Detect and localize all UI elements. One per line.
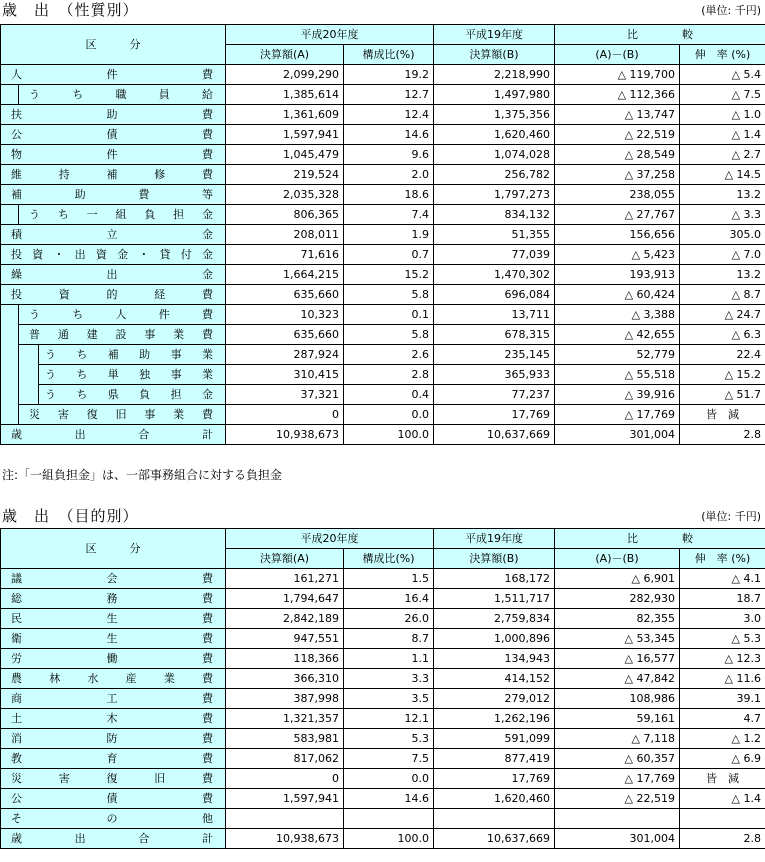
- value-diff: △ 42,655: [555, 325, 680, 345]
- row-label-text: う ち 補 助 事 業: [45, 348, 213, 361]
- value-a: 208,011: [226, 225, 344, 245]
- footnote: 注:「一組負担金」は、一部事務組合に対する負担金: [2, 468, 283, 482]
- value-growth: 2.8: [680, 829, 765, 849]
- value-growth: △ 3.3: [680, 205, 765, 225]
- value-growth: △ 8.7: [680, 285, 765, 305]
- table-row: [1, 729, 765, 749]
- row-label-text: 補 助 費 等: [11, 188, 214, 201]
- value-a: 1,321,357: [226, 709, 344, 729]
- value-diff: 282,930: [555, 589, 680, 609]
- value-diff: 59,161: [555, 709, 680, 729]
- indent-cell: [1, 85, 19, 105]
- value-b: 1,620,460: [434, 789, 555, 809]
- value-ratio: 2.8: [344, 365, 434, 385]
- row-label: [1, 165, 226, 185]
- row-label: [1, 629, 226, 649]
- value-growth: [680, 809, 765, 829]
- value-growth: 2.8: [680, 425, 765, 445]
- row-label: [1, 649, 226, 669]
- table-row: [1, 669, 765, 689]
- table-row: [1, 709, 765, 729]
- value-diff: △ 3,388: [555, 305, 680, 325]
- indent-cell: [1, 305, 19, 425]
- table-row: [1, 609, 765, 629]
- value-b: 1,797,273: [434, 185, 555, 205]
- value-a: 0: [226, 405, 344, 425]
- value-diff: △ 28,549: [555, 145, 680, 165]
- value-growth: △ 1.0: [680, 105, 765, 125]
- value-growth: △ 51.7: [680, 385, 765, 405]
- value-diff: 156,656: [555, 225, 680, 245]
- value-diff: △ 13,747: [555, 105, 680, 125]
- table-row: [1, 689, 765, 709]
- table-row: [1, 85, 765, 105]
- table-row: [1, 829, 765, 849]
- value-diff: 301,004: [555, 829, 680, 849]
- value-ratio: 0.0: [344, 405, 434, 425]
- value-b: 13,711: [434, 305, 555, 325]
- value-a: 10,323: [226, 305, 344, 325]
- value-diff: △ 16,577: [555, 649, 680, 669]
- table-row: [1, 165, 765, 185]
- value-ratio: 1.5: [344, 569, 434, 589]
- value-diff: △ 22,519: [555, 789, 680, 809]
- value-b: 1,470,302: [434, 265, 555, 285]
- value-a: 1,597,941: [226, 125, 344, 145]
- value-a: 1,597,941: [226, 789, 344, 809]
- value-a: 1,664,215: [226, 265, 344, 285]
- row-label-text: 物 件 費: [11, 148, 213, 161]
- table-row: [1, 809, 765, 829]
- row-label-text: 災 害 復 旧 事 業 費: [29, 408, 213, 421]
- row-label-text: そ の 他: [11, 812, 213, 825]
- header-col-a: 決算額(A): [226, 549, 344, 569]
- row-label-text: 土 木 費: [11, 712, 213, 725]
- value-growth: 39.1: [680, 689, 765, 709]
- table-row: [1, 205, 765, 225]
- value-b: 1,000,896: [434, 629, 555, 649]
- value-b: 1,620,460: [434, 125, 555, 145]
- header-col-a: 決算額(A): [226, 45, 344, 65]
- row-label: [1, 729, 226, 749]
- value-growth: △ 6.3: [680, 325, 765, 345]
- value-a: 635,660: [226, 285, 344, 305]
- table-row: [1, 225, 765, 245]
- value-growth: 13.2: [680, 265, 765, 285]
- value-diff: 301,004: [555, 425, 680, 445]
- value-growth: △ 14.5: [680, 165, 765, 185]
- value-ratio: 100.0: [344, 425, 434, 445]
- header-col-b: 決算額(B): [434, 549, 555, 569]
- value-diff: △ 112,366: [555, 85, 680, 105]
- value-b: 168,172: [434, 569, 555, 589]
- value-b: 591,099: [434, 729, 555, 749]
- table-row: [1, 405, 765, 425]
- table-row: [1, 125, 765, 145]
- value-a: 0: [226, 769, 344, 789]
- value-ratio: 14.6: [344, 125, 434, 145]
- value-b: 10,637,669: [434, 829, 555, 849]
- value-ratio: 0.4: [344, 385, 434, 405]
- row-label-text: う ち 一 組 負 担 金: [29, 208, 213, 221]
- value-growth: 4.7: [680, 709, 765, 729]
- row-label: [1, 769, 226, 789]
- value-diff: △ 55,518: [555, 365, 680, 385]
- header-h19: 平成19年度: [434, 529, 555, 549]
- row-label-text: 扶 助 費: [11, 108, 213, 121]
- value-a: 1,361,609: [226, 105, 344, 125]
- value-ratio: 12.4: [344, 105, 434, 125]
- header-col-growth: 伸 率 (%): [680, 549, 765, 569]
- row-label-text: 歳 出 合 計: [11, 428, 214, 441]
- value-growth: △ 11.6: [680, 669, 765, 689]
- value-ratio: 5.8: [344, 285, 434, 305]
- value-growth: △ 1.4: [680, 125, 765, 145]
- section2-title: 歳 出 （目的別）: [2, 507, 139, 525]
- value-growth: 22.4: [680, 345, 765, 365]
- value-diff: △ 17,769: [555, 769, 680, 789]
- value-diff: 193,913: [555, 265, 680, 285]
- section1-unit: (単位: 千円): [701, 4, 761, 17]
- header-h20: 平成20年度: [226, 529, 434, 549]
- value-b: 1,262,196: [434, 709, 555, 729]
- row-label: [19, 205, 226, 225]
- row-label-text: 公 債 費: [11, 792, 213, 805]
- indent-cell: [19, 345, 39, 405]
- value-ratio: 3.5: [344, 689, 434, 709]
- row-label: [1, 105, 226, 125]
- section2-unit: (単位: 千円): [701, 510, 761, 523]
- row-label: [1, 829, 226, 849]
- value-b: 1,497,980: [434, 85, 555, 105]
- row-label-text: 人 件 費: [11, 68, 213, 81]
- row-label-text: 災 害 復 旧 費: [11, 772, 213, 785]
- value-b: 51,355: [434, 225, 555, 245]
- value-b: 2,759,834: [434, 609, 555, 629]
- value-diff: △ 5,423: [555, 245, 680, 265]
- value-growth: △ 6.9: [680, 749, 765, 769]
- value-ratio: 7.4: [344, 205, 434, 225]
- value-diff: △ 60,424: [555, 285, 680, 305]
- row-label: [39, 365, 226, 385]
- value-diff: 108,986: [555, 689, 680, 709]
- value-b: 678,315: [434, 325, 555, 345]
- row-label: [1, 145, 226, 165]
- value-ratio: [344, 809, 434, 829]
- value-diff: △ 53,345: [555, 629, 680, 649]
- value-ratio: 12.1: [344, 709, 434, 729]
- value-a: 366,310: [226, 669, 344, 689]
- value-ratio: 0.7: [344, 245, 434, 265]
- table-row: [1, 789, 765, 809]
- value-ratio: 1.1: [344, 649, 434, 669]
- row-label-text: 議 会 費: [11, 572, 213, 585]
- value-b: 134,943: [434, 649, 555, 669]
- row-label-text: 民 生 費: [11, 612, 213, 625]
- value-ratio: 2.6: [344, 345, 434, 365]
- row-label-text: う ち 人 件 費: [29, 308, 213, 321]
- value-a: 10,938,673: [226, 829, 344, 849]
- value-b: 414,152: [434, 669, 555, 689]
- table-row: [1, 325, 765, 345]
- row-label: [19, 85, 226, 105]
- value-a: 387,998: [226, 689, 344, 709]
- value-a: 2,842,189: [226, 609, 344, 629]
- row-label: [1, 689, 226, 709]
- value-diff: [555, 809, 680, 829]
- header-col-ratio: 構成比(%): [344, 549, 434, 569]
- indent-cell: [1, 205, 19, 225]
- value-ratio: 12.7: [344, 85, 434, 105]
- row-label-text: 教 育 費: [11, 752, 213, 765]
- row-label-text: 労 働 費: [11, 652, 213, 665]
- value-a: 219,524: [226, 165, 344, 185]
- value-a: 635,660: [226, 325, 344, 345]
- header-category: 区 分: [1, 529, 226, 569]
- table-row: [1, 569, 765, 589]
- table-row: [1, 245, 765, 265]
- row-label-text: 商 工 費: [11, 692, 213, 705]
- value-a: 1,045,479: [226, 145, 344, 165]
- section2-header: [0, 506, 765, 528]
- value-a: 310,415: [226, 365, 344, 385]
- value-a: 583,981: [226, 729, 344, 749]
- table-row: [1, 629, 765, 649]
- value-b: [434, 809, 555, 829]
- value-growth: △ 2.7: [680, 145, 765, 165]
- value-a: 71,616: [226, 245, 344, 265]
- value-a: 817,062: [226, 749, 344, 769]
- table-row: [1, 425, 765, 445]
- value-ratio: 18.6: [344, 185, 434, 205]
- value-diff: 238,055: [555, 185, 680, 205]
- row-label: [1, 749, 226, 769]
- value-diff: △ 6,901: [555, 569, 680, 589]
- value-a: 37,321: [226, 385, 344, 405]
- row-label-text: 衛 生 費: [11, 632, 213, 645]
- header-h19: 平成19年度: [434, 25, 555, 45]
- row-label: [1, 789, 226, 809]
- value-a: 947,551: [226, 629, 344, 649]
- value-diff: △ 60,357: [555, 749, 680, 769]
- row-label: [39, 385, 226, 405]
- table-row: [1, 365, 765, 385]
- row-label: [1, 245, 226, 265]
- value-ratio: 2.0: [344, 165, 434, 185]
- value-diff: △ 37,258: [555, 165, 680, 185]
- value-a: 287,924: [226, 345, 344, 365]
- value-b: 877,419: [434, 749, 555, 769]
- table-row: [1, 145, 765, 165]
- row-label: [1, 125, 226, 145]
- value-diff: 52,779: [555, 345, 680, 365]
- value-ratio: 15.2: [344, 265, 434, 285]
- header-col-ratio: 構成比(%): [344, 45, 434, 65]
- value-diff: 82,355: [555, 609, 680, 629]
- value-diff: △ 22,519: [555, 125, 680, 145]
- value-a: 1,794,647: [226, 589, 344, 609]
- value-ratio: 14.6: [344, 789, 434, 809]
- row-label: [1, 265, 226, 285]
- value-ratio: 100.0: [344, 829, 434, 849]
- row-label: [1, 425, 226, 445]
- value-b: 256,782: [434, 165, 555, 185]
- row-label-text: 繰 出 金: [11, 268, 213, 281]
- value-growth: 3.0: [680, 609, 765, 629]
- value-ratio: 5.3: [344, 729, 434, 749]
- value-b: 77,039: [434, 245, 555, 265]
- value-b: 279,012: [434, 689, 555, 709]
- header-h20: 平成20年度: [226, 25, 434, 45]
- table-by-purpose: [0, 528, 765, 849]
- table-row: [1, 589, 765, 609]
- table-row: [1, 345, 765, 365]
- value-ratio: 9.6: [344, 145, 434, 165]
- row-label-text: う ち 単 独 事 業: [45, 368, 213, 381]
- value-growth: △ 1.4: [680, 789, 765, 809]
- table-row: [1, 265, 765, 285]
- row-label: [1, 285, 226, 305]
- value-a: 2,035,328: [226, 185, 344, 205]
- value-growth: 13.2: [680, 185, 765, 205]
- value-a: 161,271: [226, 569, 344, 589]
- row-label-text: 総 務 費: [11, 592, 213, 605]
- section1-title: 歳 出 （性質別）: [2, 1, 139, 19]
- value-ratio: 7.5: [344, 749, 434, 769]
- value-a: 806,365: [226, 205, 344, 225]
- table-row: [1, 305, 765, 325]
- value-growth: 皆 減: [680, 405, 765, 425]
- value-b: 235,145: [434, 345, 555, 365]
- row-label-text: 歳 出 合 計: [11, 832, 213, 845]
- value-growth: △ 24.7: [680, 305, 765, 325]
- row-label-text: 公 債 費: [11, 128, 213, 141]
- table-row: [1, 185, 765, 205]
- value-ratio: 0.1: [344, 305, 434, 325]
- row-label-text: 投 資 的 経 費: [11, 288, 213, 301]
- value-ratio: 8.7: [344, 629, 434, 649]
- value-b: 834,132: [434, 205, 555, 225]
- value-b: 17,769: [434, 769, 555, 789]
- value-ratio: 3.3: [344, 669, 434, 689]
- value-growth: △ 7.0: [680, 245, 765, 265]
- header-col-b: 決算額(B): [434, 45, 555, 65]
- value-diff: △ 7,118: [555, 729, 680, 749]
- value-b: 1,375,356: [434, 105, 555, 125]
- row-label: [1, 185, 226, 205]
- value-diff: △ 39,916: [555, 385, 680, 405]
- value-a: 2,099,290: [226, 65, 344, 85]
- row-label: [19, 325, 226, 345]
- table-by-nature: [0, 24, 765, 445]
- value-growth: △ 5.4: [680, 65, 765, 85]
- section1-header: [0, 0, 765, 22]
- row-label: [1, 569, 226, 589]
- value-a: 10,938,673: [226, 425, 344, 445]
- value-growth: △ 1.2: [680, 729, 765, 749]
- value-b: 10,637,669: [434, 425, 555, 445]
- row-label: [19, 405, 226, 425]
- value-diff: △ 119,700: [555, 65, 680, 85]
- table-row: [1, 65, 765, 85]
- value-ratio: 16.4: [344, 589, 434, 609]
- table-row: [1, 285, 765, 305]
- value-ratio: 19.2: [344, 65, 434, 85]
- row-label: [19, 305, 226, 325]
- value-b: 17,769: [434, 405, 555, 425]
- header-compare: 比 較: [555, 529, 765, 549]
- value-growth: 皆 減: [680, 769, 765, 789]
- row-label: [1, 589, 226, 609]
- header-category: 区 分: [1, 25, 226, 65]
- row-label: [1, 809, 226, 829]
- value-growth: △ 7.5: [680, 85, 765, 105]
- row-label-text: 普 通 建 設 事 業 費: [29, 328, 213, 341]
- value-a: [226, 809, 344, 829]
- header-col-diff: (A)－(B): [555, 45, 680, 65]
- row-label: [1, 225, 226, 245]
- value-growth: 18.7: [680, 589, 765, 609]
- value-growth: 305.0: [680, 225, 765, 245]
- value-b: 77,237: [434, 385, 555, 405]
- row-label-text: 農 林 水 産 業 費: [11, 672, 213, 685]
- value-b: 2,218,990: [434, 65, 555, 85]
- row-label: [1, 709, 226, 729]
- value-growth: △ 12.3: [680, 649, 765, 669]
- value-growth: △ 5.3: [680, 629, 765, 649]
- table-row: [1, 749, 765, 769]
- row-label: [1, 669, 226, 689]
- row-label-text: う ち 職 員 給: [29, 88, 213, 101]
- value-diff: △ 17,769: [555, 405, 680, 425]
- row-label: [1, 65, 226, 85]
- value-ratio: 1.9: [344, 225, 434, 245]
- value-a: 118,366: [226, 649, 344, 669]
- table-row: [1, 769, 765, 789]
- value-b: 1,511,717: [434, 589, 555, 609]
- header-col-growth: 伸 率 (%): [680, 45, 765, 65]
- header-compare: 比 較: [555, 25, 765, 45]
- value-ratio: 26.0: [344, 609, 434, 629]
- value-growth: △ 15.2: [680, 365, 765, 385]
- value-b: 1,074,028: [434, 145, 555, 165]
- table-row: [1, 649, 765, 669]
- row-label: [1, 609, 226, 629]
- value-ratio: 5.8: [344, 325, 434, 345]
- table-row: [1, 105, 765, 125]
- row-label-text: 消 防 費: [11, 732, 213, 745]
- value-diff: △ 27,767: [555, 205, 680, 225]
- value-a: 1,385,614: [226, 85, 344, 105]
- value-diff: △ 47,842: [555, 669, 680, 689]
- value-ratio: 0.0: [344, 769, 434, 789]
- row-label-text: う ち 県 負 担 金: [45, 388, 213, 401]
- header-col-diff: (A)－(B): [555, 549, 680, 569]
- value-growth: △ 4.1: [680, 569, 765, 589]
- row-label: [39, 345, 226, 365]
- row-label-text: 積 立 金: [11, 228, 213, 241]
- table-row: [1, 385, 765, 405]
- value-b: 696,084: [434, 285, 555, 305]
- row-label-text: 維 持 補 修 費: [11, 168, 213, 181]
- row-label-text: 投 資 ・ 出 資 金 ・ 貸 付 金: [11, 248, 213, 261]
- value-b: 365,933: [434, 365, 555, 385]
